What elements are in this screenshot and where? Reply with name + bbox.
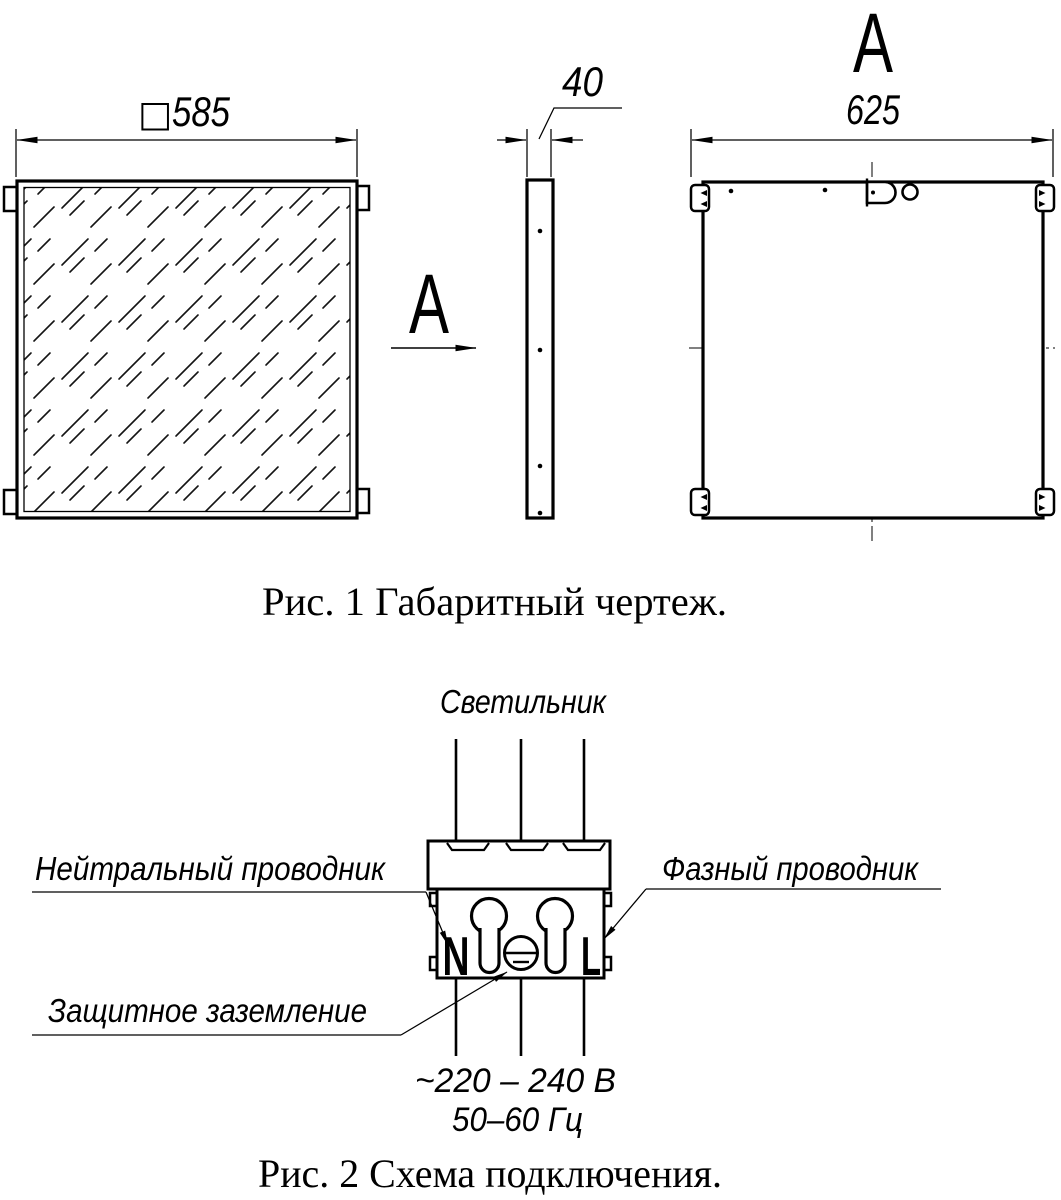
figure1-caption: Рис. 1 Габаритный чертеж. [262,579,727,624]
luminaire-label: Светильник [440,683,608,720]
supply-wires-bottom [456,978,584,1056]
side-view [527,180,553,518]
diffuser-glass [24,188,350,512]
square-symbol: □ [138,94,173,135]
phase-callout [604,850,941,939]
earth-screw-icon [505,937,538,970]
earth-label: Защитное заземление [48,992,367,1029]
voltage-label: ~220 – 240 В [415,1062,616,1100]
earth-callout [32,972,507,1035]
view-a-letter: A [409,257,449,351]
rivet-dot [538,464,543,469]
rivet-dot [823,188,828,193]
terminal-block-top [428,841,610,889]
rivet-dot [538,229,543,234]
terminal-l-label: L [581,925,601,987]
front-view [4,181,369,518]
frequency-label: 50–60 Гц [452,1101,583,1139]
dim-625-value: 625 [846,86,901,133]
back-panel [703,182,1043,518]
phase-label: Фазный проводник [662,850,920,887]
rivet-dot [538,511,543,516]
view-direction-arrow [391,257,476,351]
figure2-caption: Рис. 2 Схема подключения. [258,1151,722,1196]
rivet-dot [538,348,543,353]
terminal-n-label: N [442,925,470,987]
supply-wires-top [456,739,584,841]
back-view-label: A [853,0,893,90]
neutral-label: Нейтральный проводник [35,850,387,887]
rivet-dot [729,189,734,194]
dim-40-value: 40 [562,58,604,105]
dim-585-value: 585 [172,88,231,135]
dimension-40 [497,58,622,177]
back-view [689,0,1055,544]
neutral-callout [32,850,448,945]
cable-hole [903,185,918,200]
dimension-585 [16,88,357,177]
terminal-block [428,841,611,987]
